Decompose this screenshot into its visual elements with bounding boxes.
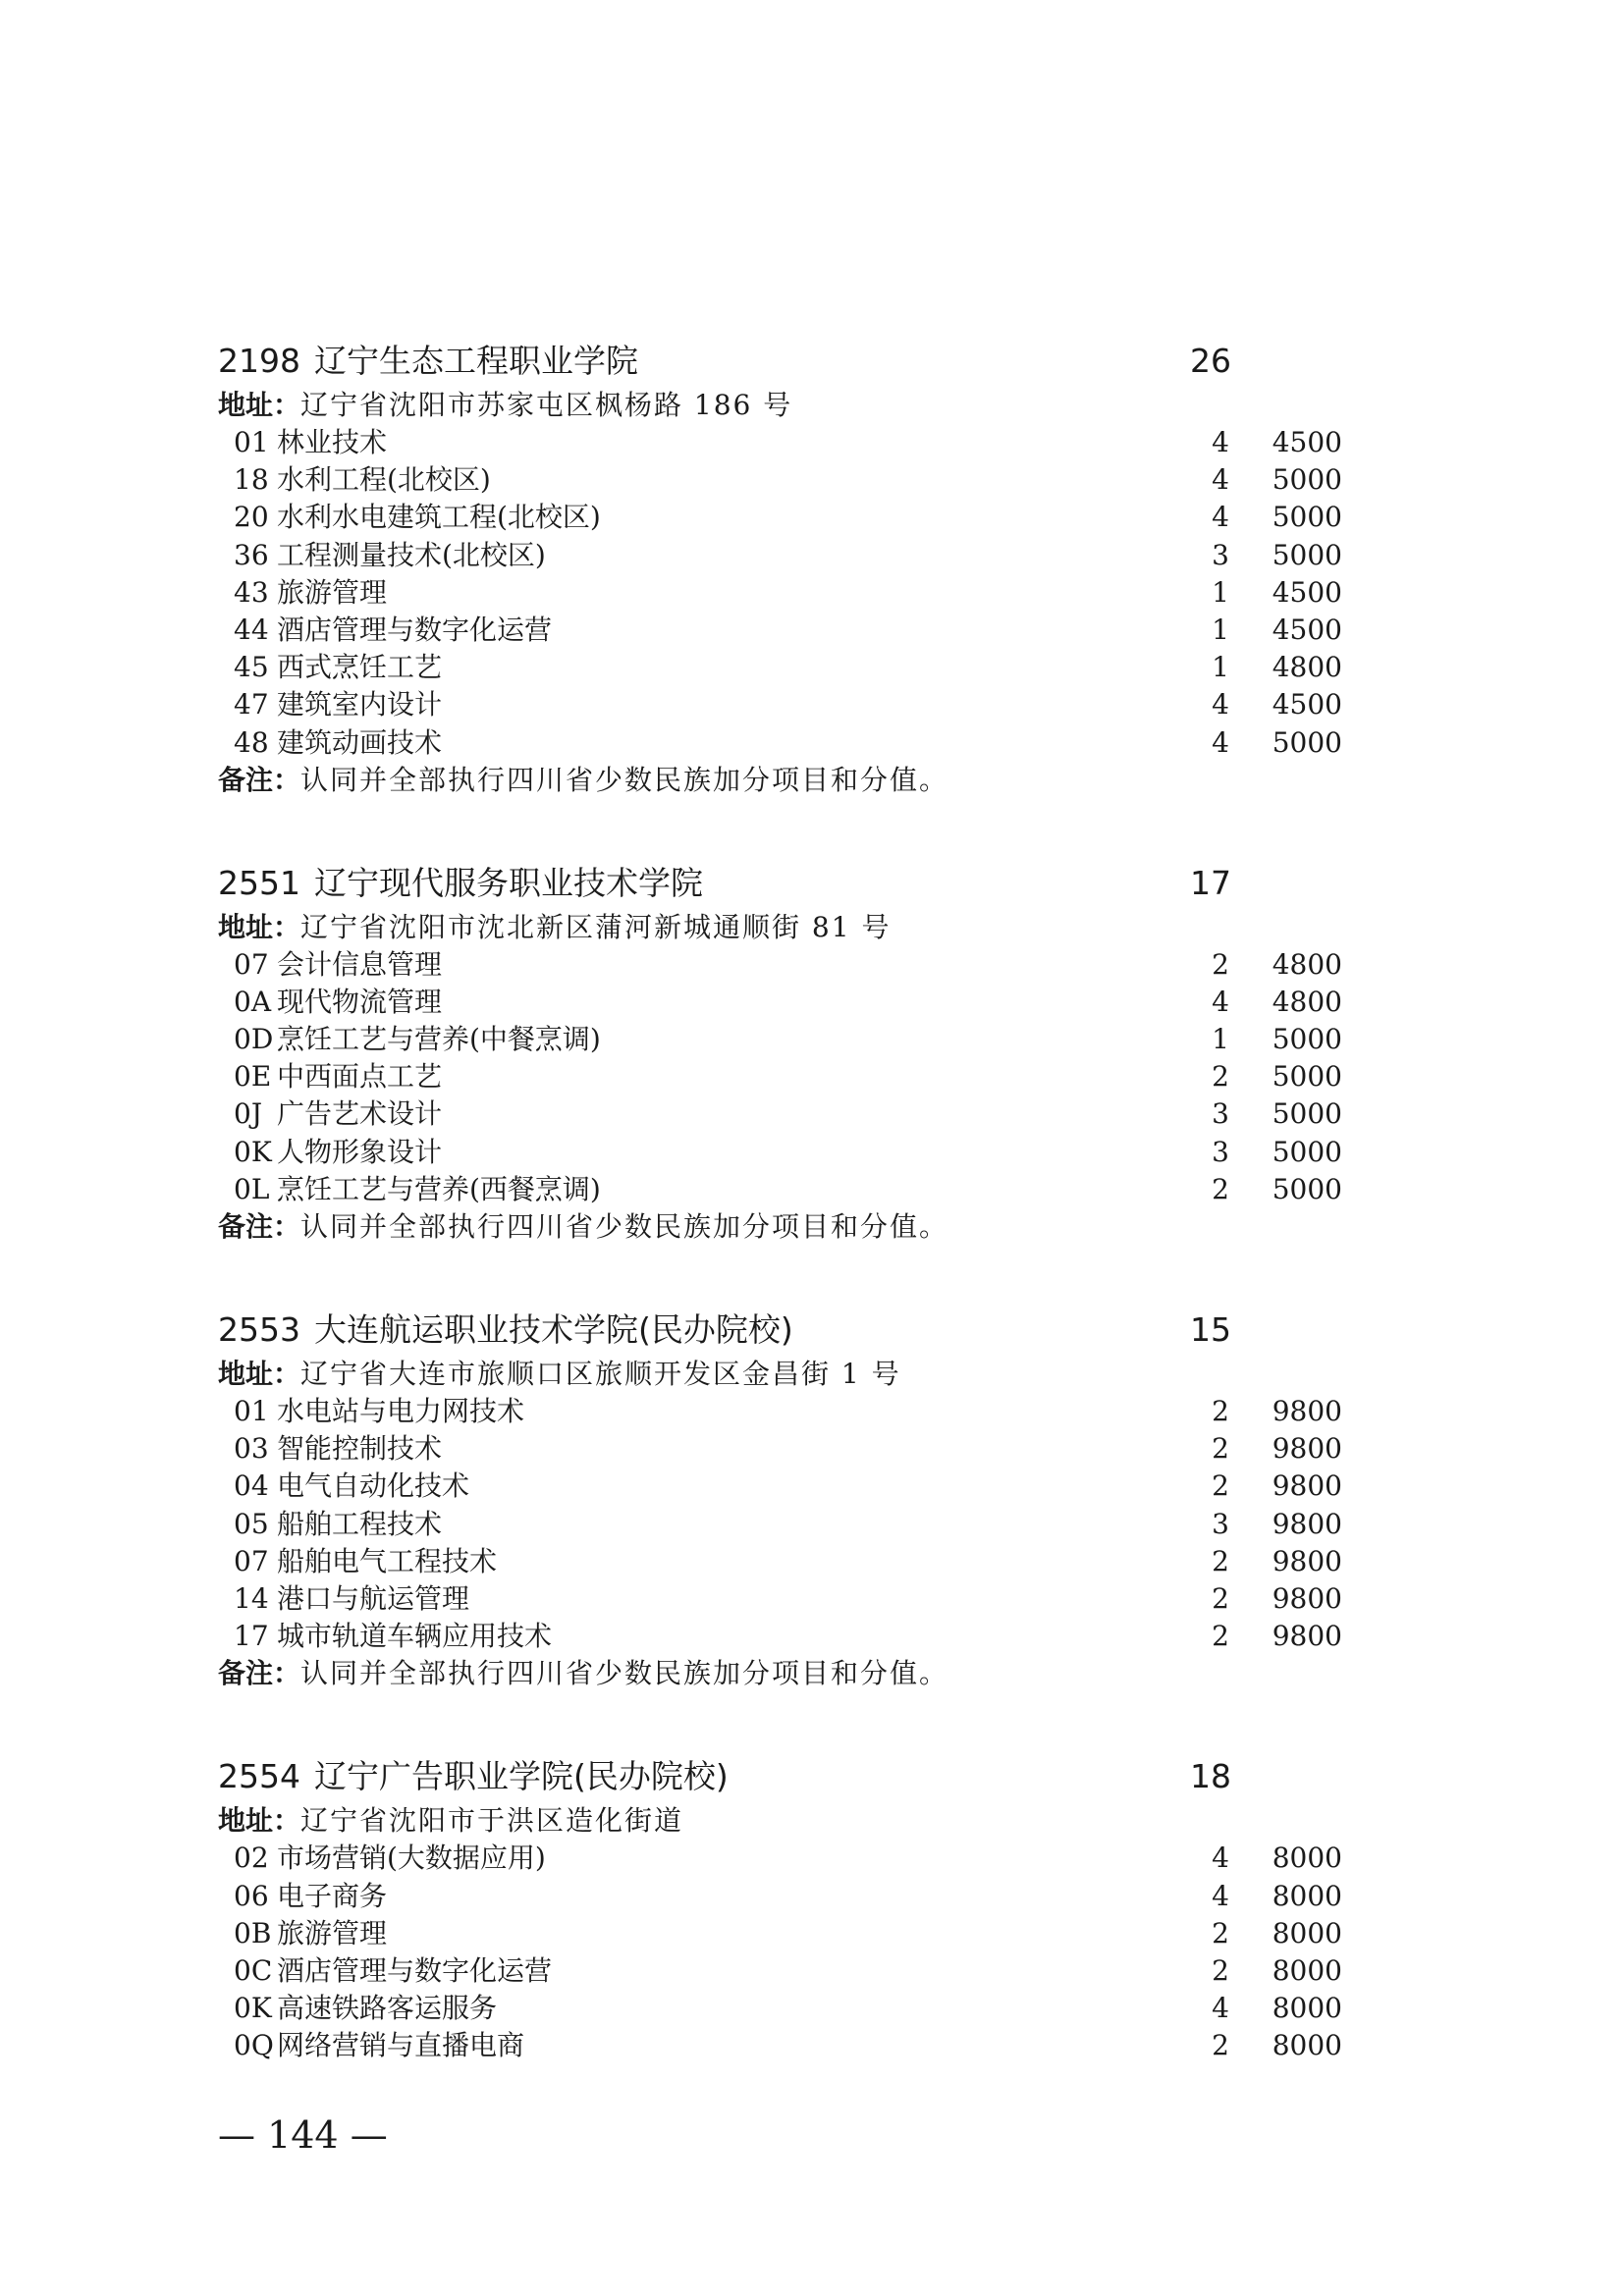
major-tuition-fee: 8000: [1272, 1992, 1342, 2025]
major-tuition-fee: 4800: [1272, 947, 1342, 981]
major-plan-count: 4: [1212, 1992, 1229, 2025]
major-name: 林业技术: [277, 426, 388, 458]
major-name: 电子商务: [277, 1879, 388, 1912]
major-row: [218, 574, 1347, 612]
major-row: [218, 1393, 1347, 1430]
address-label: 地址：: [218, 910, 301, 943]
major-name: 广告艺术设计: [277, 1097, 443, 1131]
major-tuition-fee: 4800: [1272, 985, 1342, 1018]
school-section: [218, 336, 1347, 799]
major-row: [218, 537, 1347, 574]
major-plan-count: 2: [1212, 1581, 1229, 1615]
major-code: 0B: [234, 1916, 272, 1949]
major-plan-count: 4: [1212, 1842, 1229, 1875]
major-tuition-fee: 5000: [1272, 725, 1342, 759]
major-name: 旅游管理: [277, 1916, 388, 1949]
major-row: [218, 1171, 1347, 1208]
major-row: [218, 461, 1347, 499]
address-label: 地址：: [218, 1804, 301, 1838]
school-name: 辽宁广告职业学院(民办院校): [313, 1757, 729, 1796]
major-code: 07: [234, 1544, 269, 1577]
school-section: [218, 1751, 1347, 2064]
major-code: 0D: [234, 1023, 274, 1056]
page-content: [218, 336, 1347, 2123]
major-code: 01: [234, 426, 269, 458]
major-tuition-fee: 5000: [1272, 1135, 1342, 1168]
school-total-quota: 18: [1190, 1757, 1231, 1796]
major-code: 43: [234, 575, 269, 609]
major-row: [218, 499, 1347, 536]
major-tuition-fee: 9800: [1272, 1620, 1342, 1653]
major-plan-count: 1: [1212, 1023, 1229, 1056]
major-plan-count: 1: [1212, 651, 1229, 684]
major-code: 04: [234, 1469, 269, 1503]
major-code: 05: [234, 1507, 269, 1540]
major-plan-count: 4: [1212, 501, 1229, 534]
school-total-quota: 26: [1190, 342, 1231, 380]
address-text: 辽宁省沈阳市于洪区造化街道: [300, 1804, 684, 1838]
major-plan-count: 3: [1212, 1507, 1229, 1540]
major-plan-count: 2: [1212, 1432, 1229, 1466]
school-total-quota: 17: [1190, 863, 1231, 902]
note-text: 认同并全部执行四川省少数民族加分项目和分值。: [300, 763, 949, 796]
major-plan-count: 3: [1212, 538, 1229, 571]
school-total-quota: 15: [1190, 1310, 1231, 1349]
school-header: [218, 1305, 1347, 1356]
school-note: [218, 1655, 1347, 1692]
major-name: 城市轨道车辆应用技术: [277, 1620, 553, 1653]
major-name: 网络营销与直播电商: [277, 2029, 525, 2062]
page-number: — 144 —: [218, 2113, 388, 2157]
school-name: 辽宁生态工程职业学院: [313, 342, 638, 380]
major-row: [218, 424, 1347, 461]
major-tuition-fee: 5000: [1272, 1172, 1342, 1205]
major-plan-count: 2: [1212, 947, 1229, 981]
major-row: [218, 1618, 1347, 1655]
major-code: 0J: [234, 1097, 263, 1131]
major-plan-count: 4: [1212, 1879, 1229, 1912]
major-tuition-fee: 9800: [1272, 1432, 1342, 1466]
major-code: 07: [234, 947, 269, 981]
major-code: 0L: [234, 1172, 270, 1205]
major-name: 船舶工程技术: [277, 1507, 443, 1540]
major-tuition-fee: 9800: [1272, 1469, 1342, 1503]
major-row: [218, 1058, 1347, 1095]
major-tuition-fee: 4500: [1272, 688, 1342, 721]
school-note: [218, 1208, 1347, 1246]
major-tuition-fee: 4500: [1272, 575, 1342, 609]
major-plan-count: 2: [1212, 1953, 1229, 1987]
major-row: [218, 1580, 1347, 1618]
school-name: 大连航运职业技术学院(民办院校): [313, 1310, 793, 1349]
major-tuition-fee: 5000: [1272, 1097, 1342, 1131]
major-name: 中西面点工艺: [277, 1060, 443, 1094]
major-code: 14: [234, 1581, 269, 1615]
major-plan-count: 2: [1212, 1172, 1229, 1205]
major-tuition-fee: 8000: [1272, 2029, 1342, 2062]
major-row: [218, 1840, 1347, 1877]
major-name: 酒店管理与数字化运营: [277, 613, 553, 646]
major-row: [218, 1990, 1347, 2027]
school-section: [218, 1305, 1347, 1692]
major-plan-count: 3: [1212, 1135, 1229, 1168]
major-row: [218, 1134, 1347, 1171]
major-code: 0Q: [234, 2029, 274, 2062]
address-label: 地址：: [218, 389, 301, 421]
major-code: 0K: [234, 1992, 272, 2025]
school-address: [218, 387, 1347, 424]
major-row: [218, 946, 1347, 984]
school-note: [218, 762, 1347, 799]
major-tuition-fee: 8000: [1272, 1953, 1342, 1987]
major-plan-count: 2: [1212, 1060, 1229, 1094]
major-row: [218, 686, 1347, 723]
major-row: [218, 649, 1347, 686]
major-row: [218, 1543, 1347, 1580]
major-plan-count: 2: [1212, 1469, 1229, 1503]
major-tuition-fee: 4500: [1272, 613, 1342, 646]
major-tuition-fee: 9800: [1272, 1581, 1342, 1615]
major-name: 建筑动画技术: [277, 725, 443, 759]
major-name: 水利工程(北校区): [277, 463, 491, 497]
major-code: 17: [234, 1620, 269, 1653]
major-tuition-fee: 5000: [1272, 1023, 1342, 1056]
major-name: 旅游管理: [277, 575, 388, 609]
major-name: 人物形象设计: [277, 1135, 443, 1168]
major-code: 0K: [234, 1135, 272, 1168]
major-code: 18: [234, 463, 269, 497]
major-plan-count: 2: [1212, 2029, 1229, 2062]
note-label: 备注：: [218, 763, 301, 796]
major-code: 02: [234, 1842, 269, 1875]
major-row: [218, 612, 1347, 649]
major-tuition-fee: 9800: [1272, 1507, 1342, 1540]
school-code: 2551: [218, 863, 300, 902]
major-name: 西式烹饪工艺: [277, 651, 443, 684]
major-plan-count: 4: [1212, 688, 1229, 721]
major-plan-count: 4: [1212, 985, 1229, 1018]
major-name: 现代物流管理: [277, 985, 443, 1018]
major-code: 0C: [234, 1953, 273, 1987]
major-code: 0E: [234, 1060, 272, 1094]
school-code: 2554: [218, 1757, 300, 1796]
major-name: 烹饪工艺与营养(西餐烹调): [277, 1172, 601, 1205]
major-name: 市场营销(大数据应用): [277, 1842, 546, 1875]
major-name: 港口与航运管理: [277, 1581, 470, 1615]
school-address: [218, 909, 1347, 946]
note-label: 备注：: [218, 1657, 301, 1690]
major-tuition-fee: 5000: [1272, 538, 1342, 571]
major-name: 智能控制技术: [277, 1432, 443, 1466]
major-row: [218, 1430, 1347, 1468]
address-text: 辽宁省沈阳市苏家屯区枫杨路 186 号: [300, 389, 793, 421]
school-code: 2198: [218, 342, 300, 380]
address-label: 地址：: [218, 1358, 301, 1390]
major-name: 水利水电建筑工程(北校区): [277, 501, 601, 534]
major-row: [218, 984, 1347, 1021]
major-code: 47: [234, 688, 269, 721]
major-tuition-fee: 5000: [1272, 501, 1342, 534]
major-code: 0A: [234, 985, 272, 1018]
major-tuition-fee: 5000: [1272, 463, 1342, 497]
major-name: 电气自动化技术: [277, 1469, 470, 1503]
school-section: [218, 858, 1347, 1246]
major-plan-count: 2: [1212, 1544, 1229, 1577]
major-row: [218, 1915, 1347, 1952]
major-code: 44: [234, 613, 269, 646]
major-name: 建筑室内设计: [277, 688, 443, 721]
major-row: [218, 1952, 1347, 1990]
major-code: 01: [234, 1395, 269, 1427]
major-tuition-fee: 8000: [1272, 1916, 1342, 1949]
major-code: 36: [234, 538, 269, 571]
major-plan-count: 4: [1212, 426, 1229, 458]
school-header: [218, 1751, 1347, 1802]
major-tuition-fee: 4500: [1272, 426, 1342, 458]
note-text: 认同并全部执行四川省少数民族加分项目和分值。: [300, 1210, 949, 1243]
major-code: 20: [234, 501, 269, 534]
address-text: 辽宁省大连市旅顺口区旅顺开发区金昌街 1 号: [300, 1358, 901, 1390]
major-plan-count: 2: [1212, 1620, 1229, 1653]
school-address: [218, 1802, 1347, 1840]
major-tuition-fee: 8000: [1272, 1879, 1342, 1912]
major-name: 会计信息管理: [277, 947, 443, 981]
major-tuition-fee: 9800: [1272, 1395, 1342, 1427]
major-plan-count: 4: [1212, 725, 1229, 759]
major-plan-count: 4: [1212, 463, 1229, 497]
address-text: 辽宁省沈阳市沈北新区蒲河新城通顺街 81 号: [300, 910, 892, 943]
school-header: [218, 336, 1347, 387]
major-code: 48: [234, 725, 269, 759]
major-plan-count: 3: [1212, 1097, 1229, 1131]
major-tuition-fee: 4800: [1272, 651, 1342, 684]
school-name: 辽宁现代服务职业技术学院: [313, 863, 703, 902]
major-row: [218, 1095, 1347, 1133]
major-name: 酒店管理与数字化运营: [277, 1953, 553, 1987]
major-code: 06: [234, 1879, 269, 1912]
major-row: [218, 1468, 1347, 1505]
school-code: 2553: [218, 1310, 300, 1349]
major-plan-count: 2: [1212, 1395, 1229, 1427]
major-row: [218, 724, 1347, 762]
major-tuition-fee: 5000: [1272, 1060, 1342, 1094]
major-row: [218, 1021, 1347, 1058]
major-row: [218, 1506, 1347, 1543]
major-plan-count: 2: [1212, 1916, 1229, 1949]
major-plan-count: 1: [1212, 575, 1229, 609]
note-label: 备注：: [218, 1210, 301, 1243]
major-plan-count: 1: [1212, 613, 1229, 646]
school-header: [218, 858, 1347, 909]
major-name: 烹饪工艺与营养(中餐烹调): [277, 1023, 601, 1056]
major-name: 水电站与电力网技术: [277, 1395, 525, 1427]
major-name: 高速铁路客运服务: [277, 1992, 498, 2025]
major-tuition-fee: 8000: [1272, 1842, 1342, 1875]
major-name: 工程测量技术(北校区): [277, 538, 546, 571]
major-tuition-fee: 9800: [1272, 1544, 1342, 1577]
major-row: [218, 1878, 1347, 1915]
major-code: 45: [234, 651, 269, 684]
major-row: [218, 2027, 1347, 2064]
school-address: [218, 1356, 1347, 1393]
note-text: 认同并全部执行四川省少数民族加分项目和分值。: [300, 1657, 949, 1690]
major-name: 船舶电气工程技术: [277, 1544, 498, 1577]
major-code: 03: [234, 1432, 269, 1466]
